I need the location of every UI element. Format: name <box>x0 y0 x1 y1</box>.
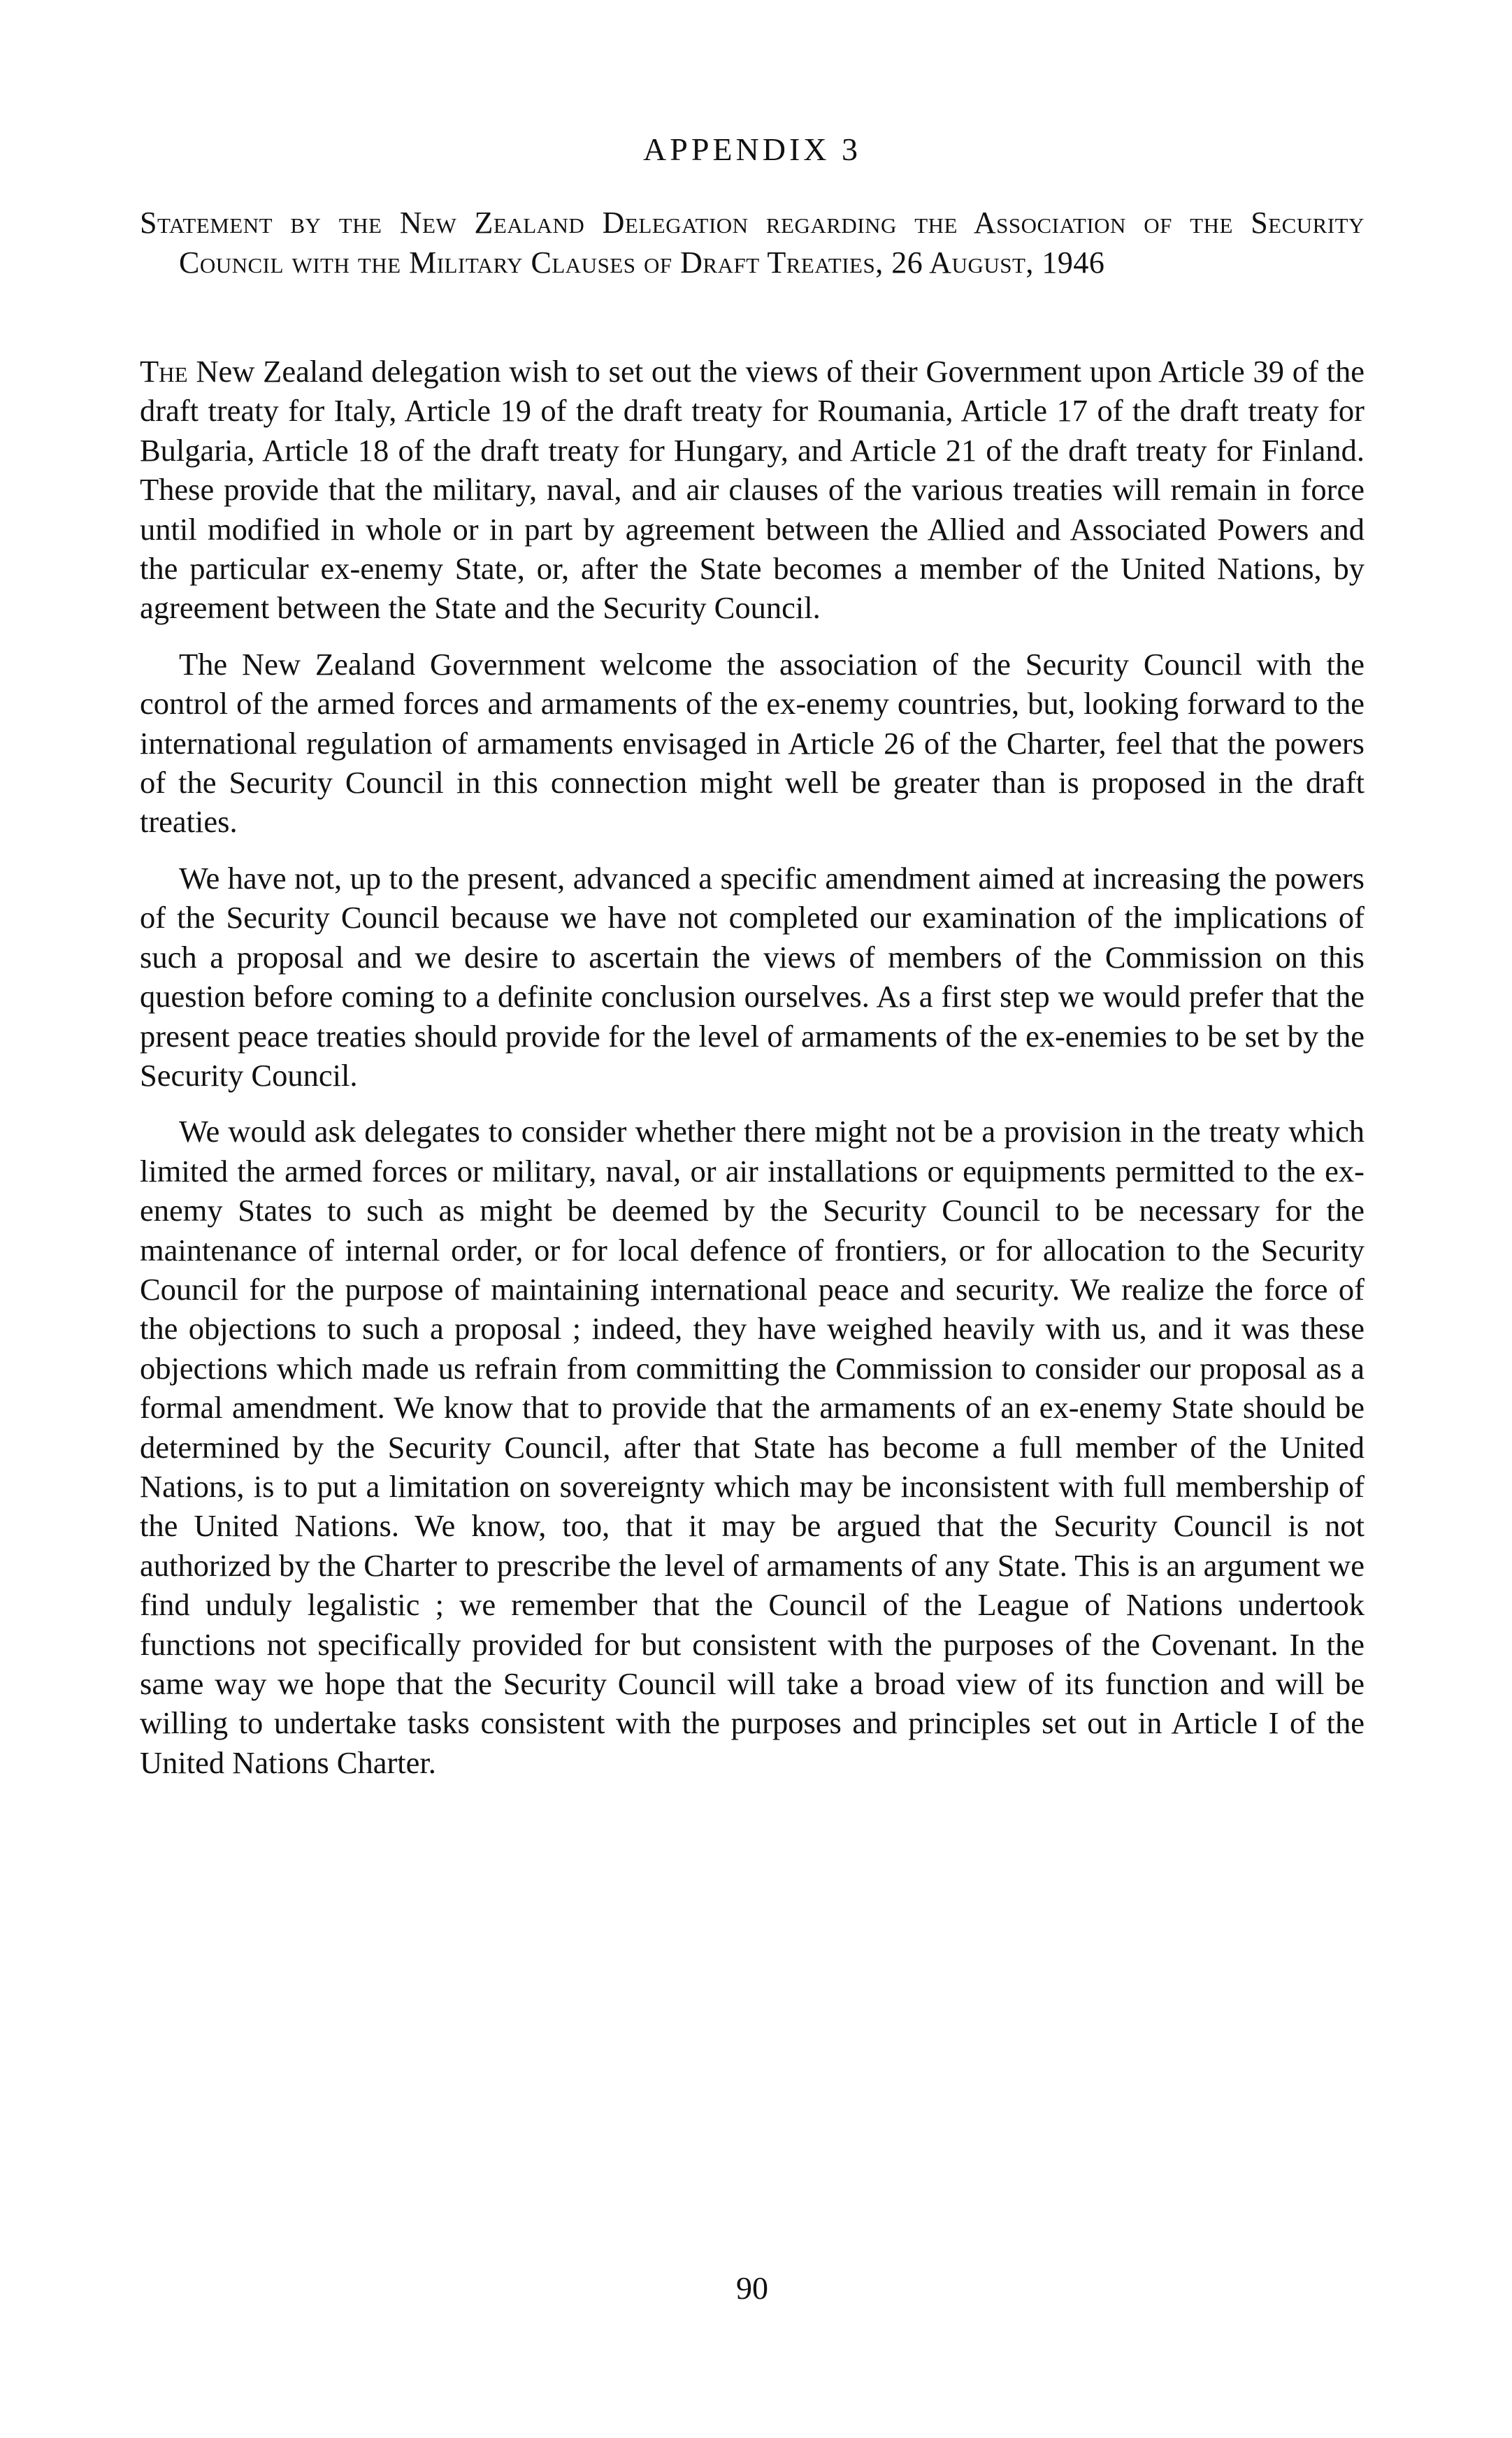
body-text <box>140 352 1365 1799</box>
paragraph-2: The New Zealand Government welcome the association of the Security Council with the control of the armed forces and armaments of the ex-enemy countries, but, looking forward to the international regulation of armaments envisaged in Article 26 of the Charter, feel that the powers of the Security Council in this connection might well be greater than is proposed in the draft treaties. <box>140 646 1365 840</box>
paragraph-1-text: New Zealand delegation wish to set out the views of their Government upon Article 39 of the draft treaty for Italy, Article 19 of the draft treaty for Roumania, Article 17 of the draft treaty for Bulgaria, Article 18 of the draft treaty for Hungary, and Article 21 of the draft treaty for Finland. These provide that the military, naval, and air clauses of the various treaties will remain in force until modified in whole or in part by agreement between the Allied and Associated Powers and the particular ex-enemy State, or, after the State becomes a member of the United Nations, by agreement between the State and the Security Council. <box>140 354 1365 626</box>
paragraph-3: We have not, up to the present, advanced a specific amendment aimed at increasing the powers of the Security Council because we have not completed our examination of the implications of such a proposal and we desire to ascertain the views of members of the Commission on this question before coming to a definite conclusion ourselves. As a first step we would prefer that the present peace treaties should provide for the level of armaments of the ex-enemies to be set by the Security Council. <box>140 860 1365 1093</box>
appendix-title: APPENDIX 3 <box>643 131 861 167</box>
paragraph-1 <box>140 352 1365 628</box>
page-number: 90 <box>736 2270 768 2306</box>
statement-heading: Statement by the New Zealand Delegation regarding the Association of the Security Council with the Military Clauses of Draft Treaties, 26 August, 1946 <box>140 206 1365 280</box>
paragraph-4: We would ask delegates to consider whether there might not be a provision in the treaty which limited the armed forces or military, naval, or air installations or equipments permitted to the ex-enemy States to such as might be deemed by the Security Council to be necessary for the maintenance of internal order, or for local defence of frontiers, or for allocation to the Security Council for the purpose of maintaining international peace and security. We realize the force of the objections to such a proposal ; indeed, they have weighed heavily with us, and it was these objections which made us refrain from committing the Commission to consider our proposal as a formal amendment. We know that to provide that the armaments of an ex-enemy State should be determined by the Security Council, after that State has become a full member of the United Nations, is to put a limitation on sovereignty which may be inconsistent with full membership of the United Nations. We know, too, that it may be argued that the Security Council is not authorized by the Charter to prescribe the level of armaments of any State. This is an argument we find unduly legalistic ; we remember that the Council of the League of Nations undertook functions not specifically provided for but consistent with the purposes of the Covenant. In the same way we hope that the Security Council will take a broad view of its function and will be willing to undertake tasks consistent with the purposes and principles set out in Article I of the United Nations Charter. <box>140 1114 1365 1780</box>
paragraph-1-lead: The <box>140 354 188 389</box>
